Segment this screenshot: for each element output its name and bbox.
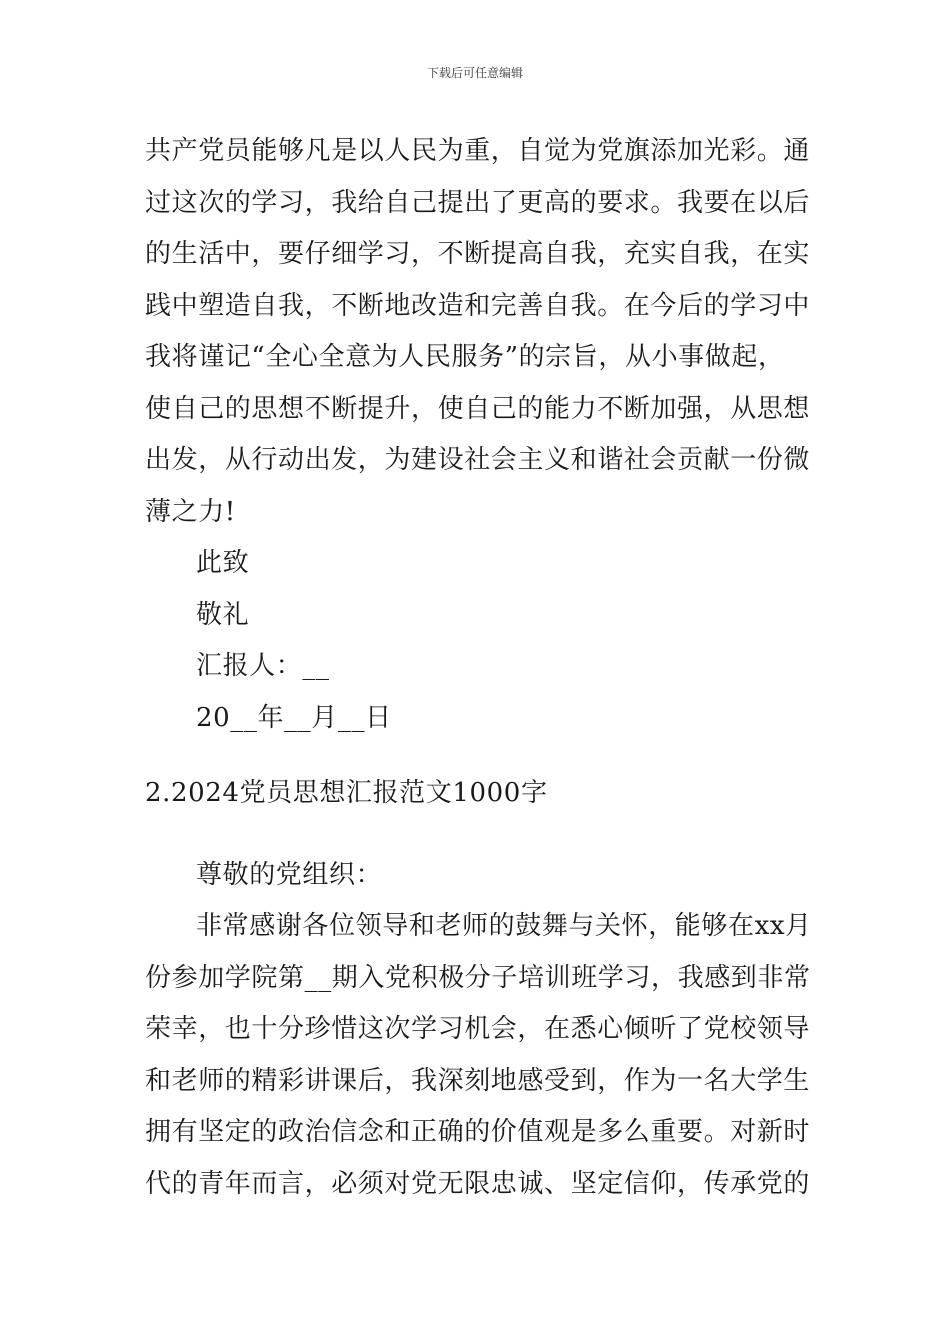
paragraph-line: 践中塑造自我，不断地改造和完善自我。在今后的学习中 bbox=[145, 290, 811, 321]
section-paragraph bbox=[145, 901, 810, 1210]
paragraph-line: 使自己的思想不断提升，使自己的能力不断加强，从思想 bbox=[145, 393, 811, 424]
paragraph-line: 代的青年而言，必须对党无限忠诚、坚定信仰，传承党的 bbox=[145, 1168, 811, 1199]
spacer bbox=[145, 744, 810, 768]
paragraph-line: 非常感谢各位领导和老师的鼓舞与关怀，能够在xx月 bbox=[196, 911, 812, 941]
paragraph-continuation bbox=[145, 126, 810, 538]
paragraph-line: 过这次的学习，我给自己提出了更高的要求。我要在以后 bbox=[145, 187, 811, 218]
paragraph-line: 和老师的精彩讲课后，我深刻地感受到，作为一名大学生 bbox=[145, 1065, 811, 1096]
paragraph-line: 我将谨记“全心全意为人民服务”的宗旨，从小事做起， bbox=[145, 342, 785, 372]
reporter-line: 汇报人：__ bbox=[196, 651, 330, 681]
page-header-note: 下载后可任意编辑 bbox=[426, 66, 523, 80]
document-body bbox=[145, 126, 810, 1210]
section-title: 2.2024党员思想汇报范文1000字 bbox=[145, 778, 548, 808]
paragraph-line: 份参加学院第__期入党积极分子培训班学习，我感到非常 bbox=[145, 962, 811, 993]
closing-salutation: 此致 bbox=[196, 548, 250, 578]
date-line: 20__年__月__日 bbox=[196, 702, 392, 733]
paragraph-line: 荣幸，也十分珍惜这次学习机会，在悉心倾听了党校领导 bbox=[145, 1014, 811, 1044]
section-greeting: 尊敬的党组织： bbox=[196, 859, 383, 890]
paragraph-line: 拥有坚定的政治信念和正确的价值观是多么重要。对新时 bbox=[145, 1117, 811, 1147]
spacer bbox=[145, 820, 810, 850]
paragraph-line: 的生活中，要仔细学习，不断提高自我，充实自我，在实 bbox=[145, 239, 811, 269]
letter-closing bbox=[145, 538, 810, 744]
paragraph-line: 出发，从行动出发，为建设社会主义和谐社会贡献一份微 bbox=[145, 445, 811, 475]
paragraph-line: 共产党员能够凡是以人民为重，自觉为党旗添加光彩。通 bbox=[145, 136, 811, 166]
closing-regards: 敬礼 bbox=[196, 599, 250, 630]
paragraph-line: 薄之力! bbox=[145, 496, 236, 527]
